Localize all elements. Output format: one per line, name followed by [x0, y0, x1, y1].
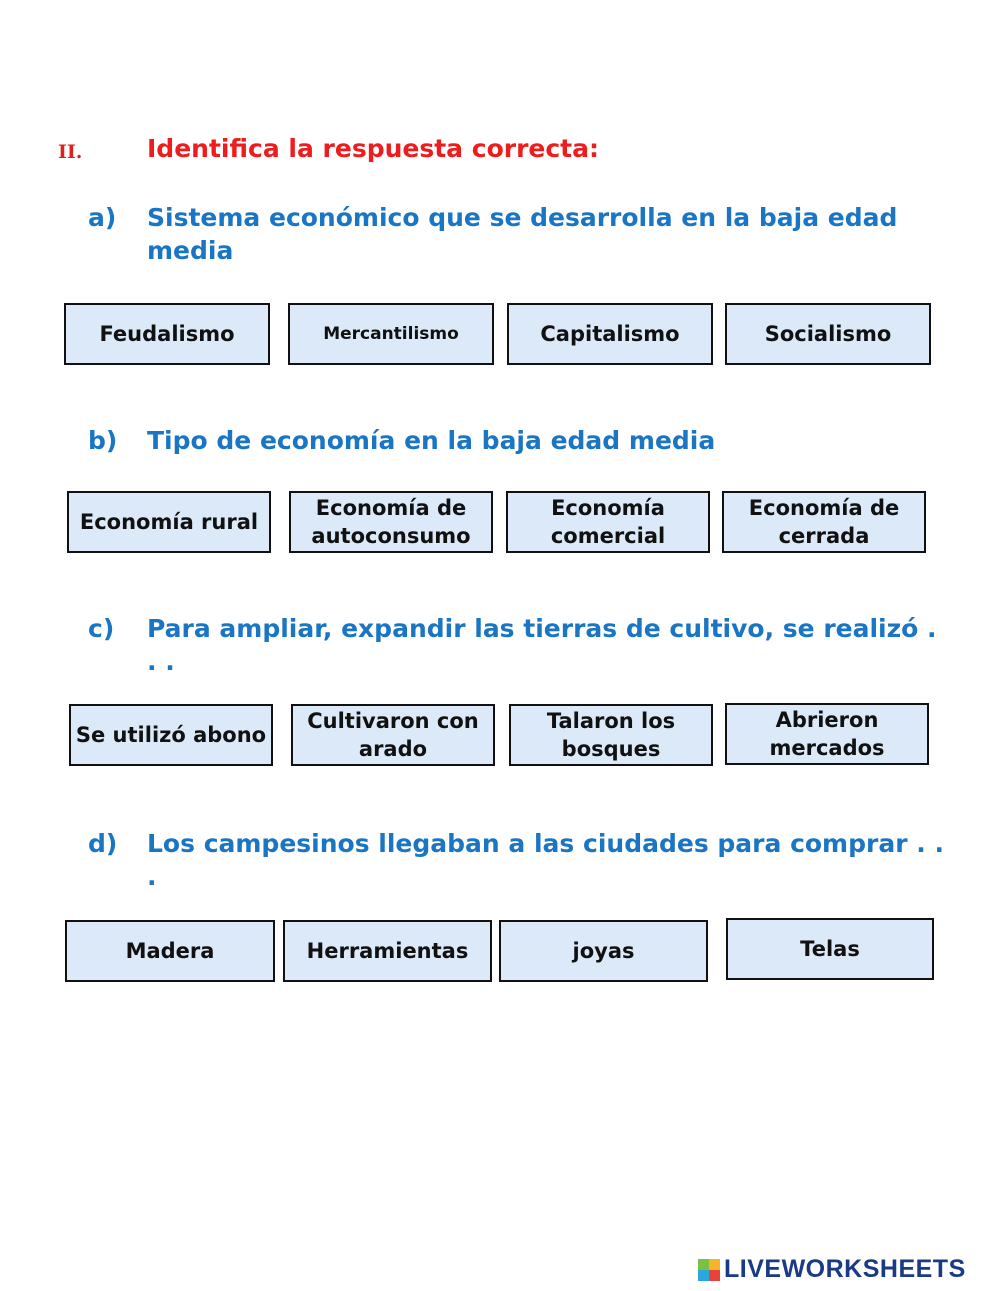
footer-brand[interactable]: [698, 1255, 966, 1284]
option-c-2[interactable]: Cultivaron con arado: [291, 704, 495, 766]
section-number: II.: [58, 141, 83, 163]
question-text: Para ampliar, expandir las tierras de cultivo, se realizó . . .: [147, 614, 937, 676]
brand-name: LIVEWORKSHEETS: [724, 1255, 966, 1283]
option-c-3[interactable]: Talaron los bosques: [509, 704, 713, 766]
section-title: Identifica la respuesta correcta:: [147, 134, 600, 163]
liveworksheets-logo-icon: [698, 1259, 720, 1281]
option-c-4[interactable]: Abrieron mercados: [725, 703, 929, 765]
option-c-1[interactable]: Se utilizó abono: [69, 704, 273, 766]
option-d-3[interactable]: joyas: [499, 920, 708, 982]
question-letter: a): [88, 203, 117, 232]
question-letter: d): [88, 829, 118, 858]
option-a-3[interactable]: Capitalismo: [507, 303, 713, 365]
question-letter: b): [88, 426, 118, 455]
question-text: Sistema económico que se desarrolla en la baja edad media: [147, 203, 898, 265]
question-letter: c): [88, 614, 115, 643]
option-b-1[interactable]: Economía rural: [67, 491, 271, 553]
option-a-4[interactable]: Socialismo: [725, 303, 931, 365]
option-b-4[interactable]: Economía de cerrada: [722, 491, 926, 553]
question-text: Los campesinos llegaban a las ciudades para comprar . . .: [147, 829, 944, 891]
option-a-2[interactable]: Mercantilismo: [288, 303, 494, 365]
option-b-3[interactable]: Economía comercial: [506, 491, 710, 553]
option-d-1[interactable]: Madera: [65, 920, 275, 982]
option-a-1[interactable]: Feudalismo: [64, 303, 270, 365]
option-d-2[interactable]: Herramientas: [283, 920, 492, 982]
question-text: Tipo de economía en la baja edad media: [147, 426, 716, 455]
option-d-4[interactable]: Telas: [726, 918, 934, 980]
option-b-2[interactable]: Economía de autoconsumo: [289, 491, 493, 553]
